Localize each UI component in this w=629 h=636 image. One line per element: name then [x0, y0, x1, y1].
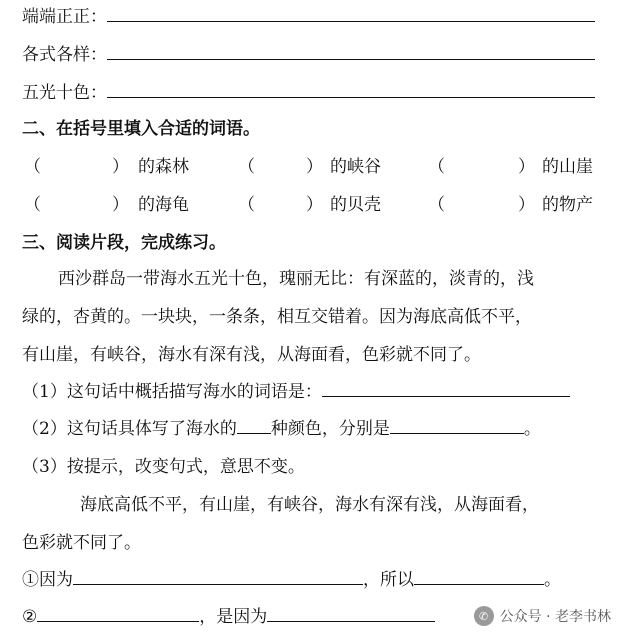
close-paren: ） — [306, 195, 323, 215]
answer-2-text-b: ，是因为 — [199, 607, 268, 627]
question-2-text-c: 。 — [523, 419, 541, 439]
open-paren: （ — [428, 195, 445, 215]
close-paren: ） — [112, 157, 129, 177]
answer-blank[interactable] — [267, 603, 435, 622]
passage-line-3: 有山崖，有峡谷，海水有深有浅，从海面看，色彩就不同了。 — [22, 345, 481, 365]
watermark — [474, 606, 611, 626]
question-1-text: （1）这句话中概括描写海水的词语是： — [22, 382, 322, 402]
open-paren: （ — [24, 195, 41, 215]
question-3: （3）按提示，改变句式，意思不变。 — [22, 457, 305, 477]
answer-blank[interactable] — [107, 79, 595, 98]
answer-blank[interactable] — [37, 603, 199, 622]
close-paren: ） — [112, 195, 129, 215]
open-paren: （ — [428, 157, 445, 177]
fill-line-2 — [22, 40, 595, 70]
open-paren: （ — [238, 195, 255, 215]
open-paren: （ — [238, 157, 255, 177]
close-paren: ） — [518, 157, 535, 177]
phrase-5: 的贝壳 — [330, 195, 381, 215]
answer-2-text-a: ② — [22, 607, 38, 627]
answer-1-text-a: ①因为 — [22, 570, 73, 590]
fill-line-3 — [22, 78, 595, 108]
answer-blank[interactable] — [322, 378, 570, 397]
question-2-text-a: （2）这句话具体写了海水的 — [22, 419, 237, 439]
answer-blank[interactable] — [237, 415, 271, 434]
answer-blank[interactable] — [414, 566, 544, 585]
answer-blank[interactable] — [73, 566, 363, 585]
answer-1-text-b: ，所以 — [363, 570, 414, 590]
answer-2 — [22, 602, 435, 632]
answer-blank[interactable] — [107, 3, 595, 22]
phrase-6: 的物产 — [542, 195, 593, 215]
answer-1 — [22, 565, 561, 595]
answer-blank[interactable] — [107, 41, 595, 60]
phrase-1: 的森林 — [138, 157, 189, 177]
fill-line-1 — [22, 2, 595, 32]
word-label: 端端正正： — [22, 7, 107, 27]
section-2-title: 二、在括号里填入合适的词语。 — [22, 119, 260, 139]
watermark-text: 公众号 · 老李书林 — [499, 609, 611, 625]
section-3-title: 三、阅读片段，完成练习。 — [22, 233, 226, 253]
word-label: 五光十色： — [22, 83, 107, 103]
question-2-text-b: 种颜色，分别是 — [270, 419, 390, 439]
word-label: 各式各样： — [22, 45, 107, 65]
phrase-2: 的峡谷 — [330, 157, 381, 177]
question-2 — [22, 414, 541, 444]
answer-blank[interactable] — [390, 415, 524, 434]
passage-line-1: 西沙群岛一带海水五光十色，瑰丽无比：有深蓝的，淡青的，浅 — [58, 269, 534, 289]
question-1 — [22, 377, 570, 407]
quote-line-2: 色彩就不同了。 — [22, 533, 141, 553]
answer-1-text-c: 。 — [544, 570, 561, 590]
passage-line-2: 绿的，杏黄的。一块块，一条条，相互交错着。因为海底高低不平， — [22, 307, 532, 327]
quote-line-1: 海底高低不平，有山崖，有峡谷，海水有深有浅，从海面看， — [80, 495, 539, 515]
wechat-icon: ✆ — [474, 606, 494, 626]
close-paren: ） — [306, 157, 323, 177]
close-paren: ） — [518, 195, 535, 215]
open-paren: （ — [24, 157, 41, 177]
phrase-3: 的山崖 — [542, 157, 593, 177]
phrase-4: 的海龟 — [138, 195, 189, 215]
